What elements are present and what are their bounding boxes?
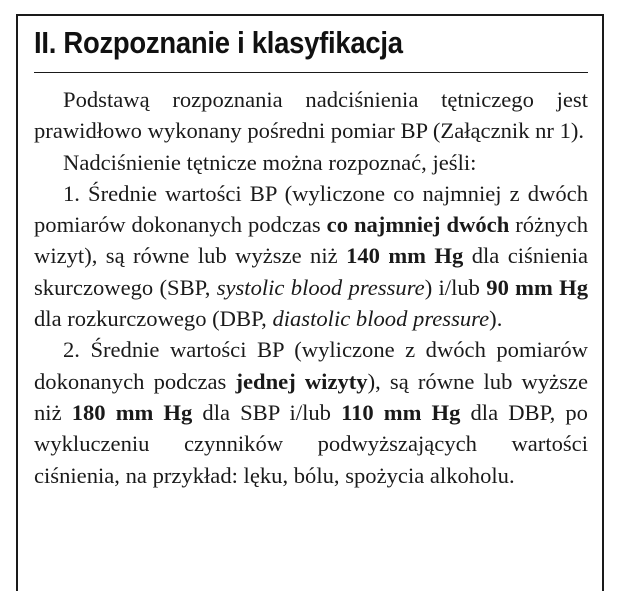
emphasis-bold: 180 mm Hg <box>71 399 193 425</box>
text-run: ). <box>489 306 503 332</box>
text-run: ) i/lub <box>424 274 487 300</box>
paragraph-lead <box>34 147 588 178</box>
text-run: dla rozkurczowego (DBP, <box>34 306 273 332</box>
section-heading: II. Rozpoznanie i klasyfikacja <box>34 26 403 60</box>
emphasis-italic: systolic blood pressure <box>216 274 425 300</box>
emphasis-bold: jednej wizyty <box>235 368 368 394</box>
emphasis-bold: co najmniej dwóch <box>326 212 510 238</box>
text-run: dla SBP i/lub <box>192 399 342 425</box>
heading-underline <box>34 72 588 73</box>
emphasis-bold: 90 mm Hg <box>486 274 588 300</box>
paragraph-criterion-2 <box>34 334 588 490</box>
text-run: Podstawą rozpoznania nadciśnienia tętniczego jest prawidłowo wykonany pośredni pomiar BP (Załącznik nr 1). <box>34 87 588 144</box>
emphasis-bold: 110 mm Hg <box>341 399 461 425</box>
text-run: Nadciśnienie tętnicze można rozpoznać, jeśli: <box>63 149 477 175</box>
body-text <box>34 84 588 491</box>
text-run: różnych wizyt), są równe lub wyższe niż <box>34 212 588 269</box>
text-run: dla DBP, po wykluczeniu czynników podwyższających wartości ciśnienia, na przykład: lęku, bólu, spożycia alkoholu. <box>34 399 588 488</box>
text-run: 2. Średnie wartości BP (wyliczone z dwóch pomiarów dokonanych podczas <box>34 337 588 394</box>
emphasis-italic: diastolic blood pressure <box>272 306 490 332</box>
emphasis-bold: 140 mm Hg <box>346 243 464 269</box>
paragraph-intro <box>34 84 588 147</box>
text-run: 1. Średnie wartości BP (wyliczone co najmniej z dwóch pomiarów dokonanych podczas <box>34 180 588 238</box>
paragraph-criterion-1 <box>34 178 588 334</box>
text-run: ), są równe lub wyższe niż <box>34 368 588 425</box>
text-run: dla ciśnienia skurczowego (SBP, <box>34 243 588 300</box>
